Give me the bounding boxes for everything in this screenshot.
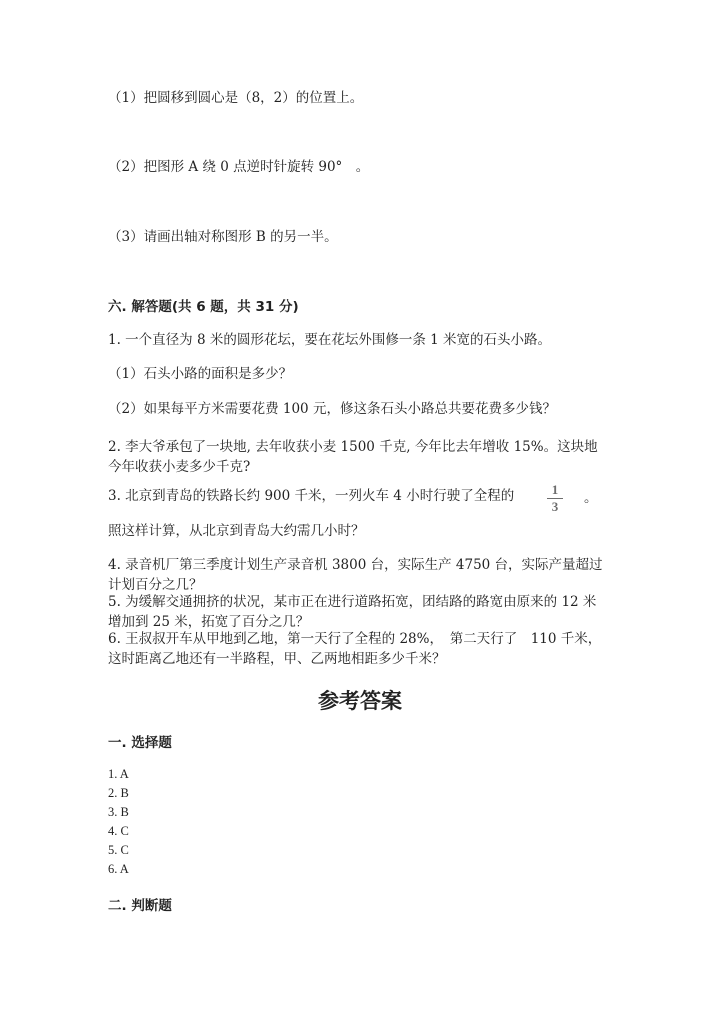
- answers-title: 参考答案: [318, 689, 402, 713]
- answer-item: 4. C: [108, 824, 129, 838]
- answer-item: 2. B: [108, 786, 129, 800]
- question-3-part-b: 照这样计算，从北京到青岛大约需几小时？: [108, 523, 365, 539]
- question-6: 6. 王叔叔开车从甲地到乙地，第一天行了全程的 28%， 第二天行了 110 千米，这时距离乙地还有一半路程，甲、乙两地相距多少千米？: [108, 631, 602, 667]
- section6-heading: 六. 解答题(共 6 题，共 31 分): [108, 299, 299, 315]
- question-5: 5. 为缓解交通拥挤的状况，某市正在进行道路拓宽，团结路的路宽由原来的 12 米增加到 25 米，拓宽了百分之几？: [108, 594, 597, 630]
- question-4: 4. 录音机厂第三季度计划生产录音机 3800 台，实际生产 4750 台，实际产量超过计划百分之几？: [108, 557, 603, 593]
- part5-item-3: （3）请画出轴对称图形 B 的另一半。: [108, 229, 338, 245]
- question-1-sub-1: （1）石头小路的面积是多少？: [108, 366, 293, 382]
- fraction-one-third: [545, 483, 565, 514]
- answer-item: 3. B: [108, 805, 129, 819]
- question-3-part-a: 3. 北京到青岛的铁路长约 900 千米，一列火车 4 小时行驶了全程的: [108, 488, 515, 504]
- answer-item: 5. C: [108, 843, 129, 857]
- question-3-period: 。: [584, 490, 598, 506]
- answers-section1-heading: 一. 选择题: [108, 735, 172, 751]
- question-2: 2. 李大爷承包了一块地, 去年收获小麦 1500 千克, 今年比去年增收 15%。这块地今年收获小麦多少千克?: [108, 439, 598, 475]
- fraction-denominator: 3: [551, 499, 559, 514]
- question-1: 1. 一个直径为 8 米的圆形花坛，要在花坛外围修一条 1 米宽的石头小路。: [108, 332, 552, 348]
- question-1-sub-2: （2）如果每平方米需要花费 100 元，修这条石头小路总共要花费多少钱？: [108, 401, 556, 417]
- part5-item-1: （1）把圆移到圆心是（8，2）的位置上。: [108, 90, 364, 106]
- answer-item: 6. A: [108, 862, 129, 876]
- answers-section2-heading: 二. 判断题: [108, 898, 172, 914]
- fraction-numerator: 1: [551, 482, 559, 497]
- part5-item-2: （2）把图形 A 绕 0 点逆时针旋转 90° 。: [108, 159, 370, 175]
- answer-item: 1. A: [108, 767, 129, 781]
